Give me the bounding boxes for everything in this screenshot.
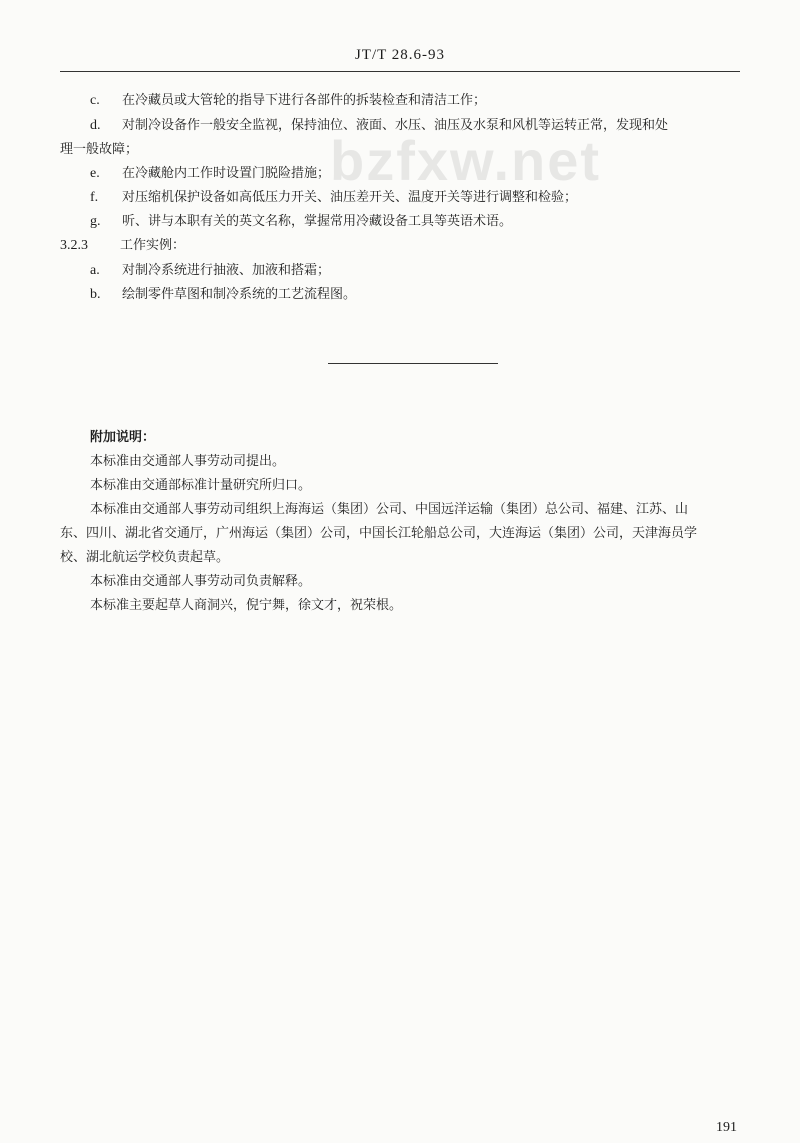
- item-text: 在冷藏舱内工作时设置门脱险措施；: [122, 166, 331, 181]
- note-paragraph-continuation: 东、四川、湖北省交通厅，广州海运（集团）公司，中国长江轮船总公司，大连海运（集团）公司，天津海员学: [60, 526, 698, 541]
- list-item: [90, 165, 330, 183]
- item-text: 绘制零件草图和制冷系统的工艺流程图。: [122, 287, 357, 302]
- page-number: 191: [716, 1120, 737, 1135]
- subsection-heading: [60, 237, 185, 255]
- note-paragraph-continuation: 校、湖北航运学校负责起草。: [60, 550, 230, 565]
- item-label: g.: [90, 214, 101, 229]
- standard-code-header: JT/T 28.6-93: [354, 47, 446, 63]
- item-text: 对压缩机保护设备如高低压力开关、油压差开关、温度开关等进行调整和检验；: [122, 190, 578, 205]
- watermark: bzfxw.net: [330, 129, 602, 192]
- list-item: [90, 213, 512, 231]
- item-label: f.: [90, 190, 99, 205]
- note-paragraph: 本标准由交通部标准计量研究所归口。: [90, 478, 312, 493]
- note-paragraph: 本标准由交通部人事劳动司负责解释。: [90, 574, 312, 589]
- list-item: [90, 92, 486, 110]
- notes-title: 附加说明：: [90, 430, 156, 445]
- item-text: 在冷藏员或大管轮的指导下进行各部件的拆装检查和清洁工作；: [122, 93, 487, 108]
- section-end-rule: [328, 363, 498, 364]
- note-paragraph: 本标准由交通部人事劳动司组织上海海运（集团）公司、中国远洋运输（集团）总公司、福建、江苏、山: [90, 502, 689, 517]
- item-text: 对制冷设备作一般安全监视，保持油位、液面、水压、油压及水泵和风机等运转正常，发现和处: [122, 118, 669, 133]
- item-text: 听、讲与本职有关的英文名称，掌握常用冷藏设备工具等英语术语。: [122, 214, 513, 229]
- list-item: [90, 262, 330, 280]
- header-rule: [60, 71, 740, 72]
- item-label: a.: [90, 263, 100, 278]
- item-label: c.: [90, 93, 100, 108]
- item-text: 对制冷系统进行抽液、加液和搭霜；: [122, 263, 331, 278]
- note-paragraph: 本标准由交通部人事劳动司提出。: [90, 454, 286, 469]
- subsection-number: 3.2.3: [60, 238, 88, 253]
- list-item: [90, 117, 668, 135]
- list-item: [90, 286, 356, 304]
- item-label: d.: [90, 118, 101, 133]
- item-text: 理一般故障；: [60, 142, 139, 157]
- item-label: b.: [90, 287, 101, 302]
- item-label: e.: [90, 166, 100, 181]
- list-item: [90, 189, 577, 207]
- subsection-title: 工作实例：: [120, 238, 186, 253]
- list-item-continuation: [60, 141, 138, 159]
- note-paragraph: 本标准主要起草人商洞兴，倪宁舞，徐文才，祝荣根。: [90, 598, 403, 613]
